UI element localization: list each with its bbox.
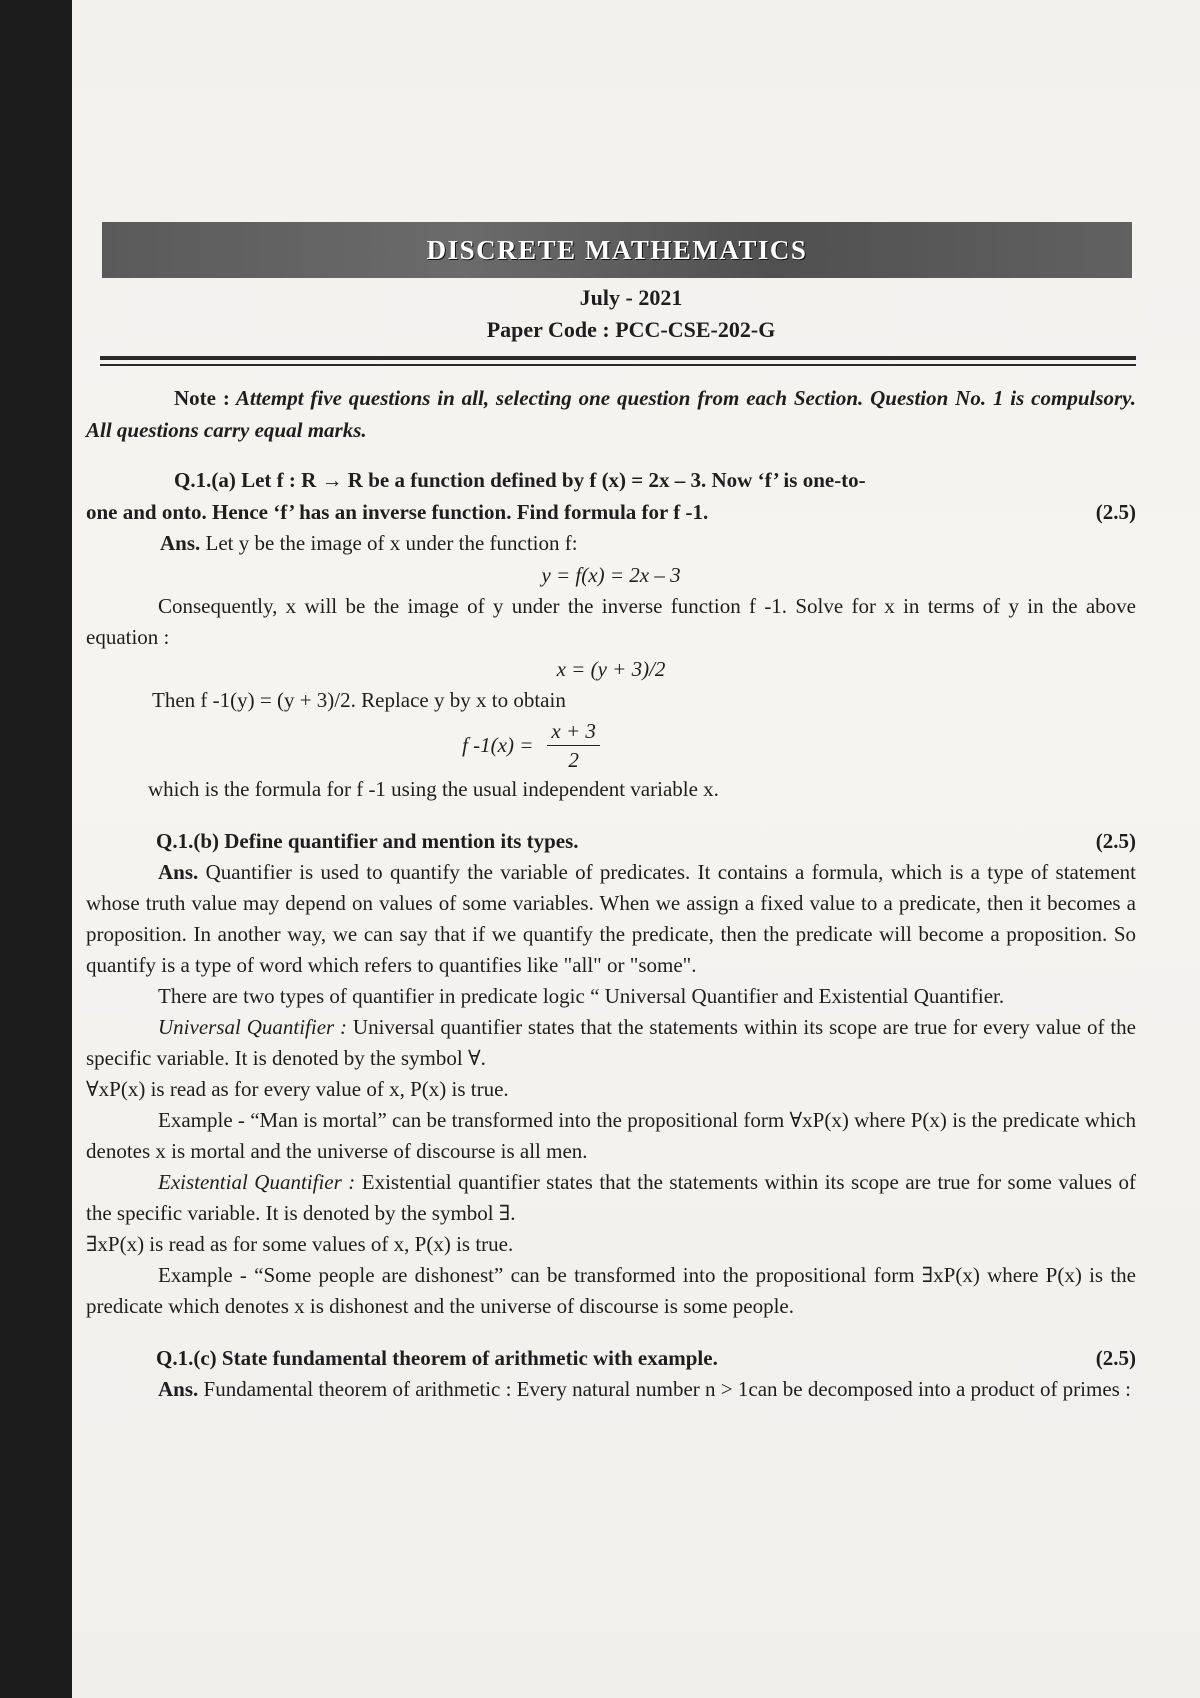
exam-meta [126, 282, 1136, 346]
answer-1a-intro-text: Let y be the image of x under the function f: [205, 531, 578, 555]
question-1a-line2: one and onto. Hence ‘f’ has an inverse function. Find formula for f -1. [86, 500, 709, 524]
question-1b-row [86, 825, 1136, 857]
header-rule-thin [100, 364, 1136, 366]
page-content [86, 222, 1136, 1405]
existential-quantifier-para [86, 1167, 1136, 1229]
existential-quantifier-example: Example - “Some people are dishonest” can be transformed into the propositional form ∃xP(x) where P(x) is the predicate which denotes x is dishonest and the universe of discourse is some people. [86, 1263, 1136, 1318]
page [72, 0, 1200, 1698]
equation-3-numerator: x + 3 [547, 717, 600, 746]
universal-quantifier-para [86, 1012, 1136, 1074]
subject-title: DISCRETE MATHEMATICS [426, 234, 808, 265]
answer-1c-text: Fundamental theorem of arithmetic : Every natural number n > 1can be decomposed into a product of primes : [203, 1377, 1131, 1401]
answer-1b-text: Quantifier is used to quantify the variable of predicates. It contains a formula, which is a type of statement whose truth value may depend on values of some variables. When we assign a fixed value to a predicate, then it becomes a proposition. In another way, we can say that if we quantify the predicate, then the predicate will become a proposition. So quantify is a type of word which refers to quantifies like "all" or "some". [86, 860, 1136, 977]
answer-1a-label: Ans. [160, 531, 201, 555]
question-1a-line1: Q.1.(a) Let f : R → R be a function defined by f (x) = 2x – 3. Now ‘f’ is one-to- [174, 468, 866, 492]
answer-1c-para [86, 1374, 1136, 1405]
question-1a-marks: (2.5) [1095, 500, 1136, 524]
answer-1a-intro [86, 528, 1136, 559]
exam-date: July - 2021 [579, 285, 683, 310]
universal-quantifier-example: Example - “Man is mortal” can be transformed into the propositional form ∀xP(x) where P(x) is the predicate which denotes x is mortal and the universe of discourse is all men. [86, 1108, 1136, 1163]
answer-1b-label: Ans. [158, 860, 199, 884]
answer-1a-para2: Consequently, x will be the image of y under the inverse function f -1. Solve for x in terms of y in the above equation : [86, 594, 1136, 649]
existential-quantifier-text: Existential quantifier states that the statements within its scope are true for some values of the specific variable. It is denoted by the symbol ∃. [86, 1170, 1136, 1225]
equation-3-fraction [547, 717, 600, 774]
equation-3-lhs: f -1(x) = [462, 732, 534, 757]
question-1c-row [86, 1342, 1136, 1374]
question-1a-line2-row [86, 496, 1136, 528]
question-1b-marks: (2.5) [1095, 829, 1136, 853]
universal-quantifier-text: Universal quantifier states that the statements within its scope are true for every value of the specific variable. It is denoted by the symbol ∀. [86, 1015, 1137, 1070]
equation-1: y = f(x) = 2x – 3 [541, 563, 681, 587]
equation-3-denominator: 2 [568, 747, 579, 772]
existential-quantifier-label: Existential Quantifier : [158, 1170, 356, 1194]
answer-1b-types: There are two types of quantifier in predicate logic “ Universal Quantifier and Existential Quantifier. [158, 984, 1005, 1008]
note-text: Attempt five questions in all, selecting one question from each Section. Question No. 1 is compulsory. All questions carry equal marks. [86, 386, 1136, 442]
answer-1a-para3: Then f -1(y) = (y + 3)/2. Replace y by x to obtain [152, 688, 566, 712]
subject-banner [102, 222, 1132, 278]
answer-1b-para1 [86, 857, 1136, 981]
question-1c-marks: (2.5) [1095, 1346, 1136, 1370]
exam-note [86, 382, 1136, 446]
question-1b: Q.1.(b) Define quantifier and mention its types. [156, 829, 579, 853]
universal-quantifier-read: ∀xP(x) is read as for every value of x, P(x) is true. [86, 1077, 509, 1101]
equation-3 [72, 716, 1136, 774]
answer-1c-label: Ans. [158, 1377, 199, 1401]
header-rule [100, 356, 1136, 360]
question-1c: Q.1.(c) State fundamental theorem of arithmetic with example. [156, 1346, 718, 1370]
universal-quantifier-label: Universal Quantifier : [158, 1015, 348, 1039]
note-label: Note : [174, 386, 230, 410]
answer-1a-para4: which is the formula for f -1 using the usual independent variable x. [148, 777, 719, 801]
equation-2: x = (y + 3)/2 [556, 657, 666, 681]
paper-code: Paper Code : PCC-CSE-202-G [486, 317, 776, 342]
existential-quantifier-read: ∃xP(x) is read as for some values of x, P(x) is true. [86, 1232, 514, 1256]
